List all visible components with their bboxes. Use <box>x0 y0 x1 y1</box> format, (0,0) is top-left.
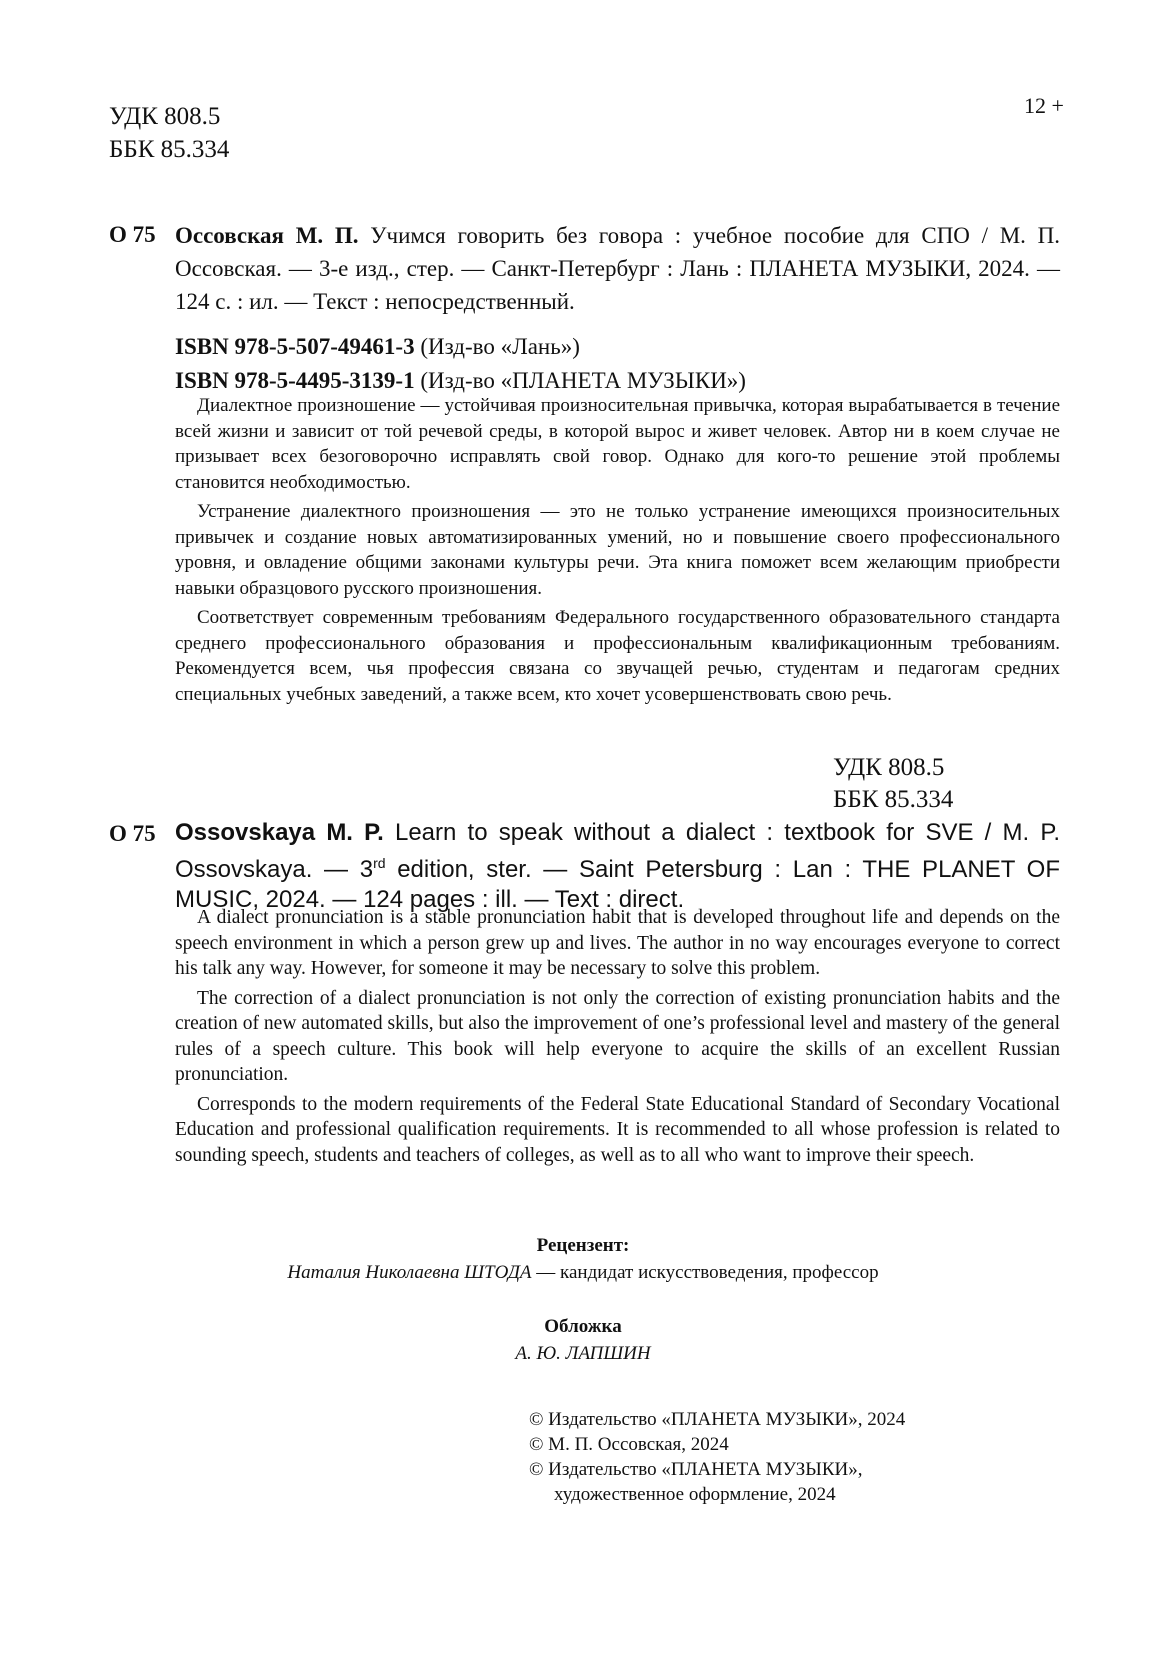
isbn-publisher-2: (Изд-во «ПЛАНЕТА МУЗЫКИ») <box>414 368 746 393</box>
udk-code: УДК 808.5 <box>109 103 221 130</box>
isbn-block <box>175 330 746 398</box>
abstract-ru <box>175 393 1060 711</box>
classification-codes-mid <box>833 752 953 816</box>
copyright-line: © М. П. Оссовская, 2024 <box>529 1434 729 1455</box>
abstract-paragraph: The correction of a dialect pronunciation is not only the correction of existing pronunciation habits and the creation of new automated skills, but also the improvement of one’s professional level and mastery of the general rules of a speech culture. This book will help everyone to acquire the skills of an excellent Russian pronunciation. <box>175 987 1060 1085</box>
copyright-line: © Издательство «ПЛАНЕТА МУЗЫКИ», <box>529 1459 863 1480</box>
age-rating: 12 + <box>1024 93 1064 118</box>
copyright-line: © Издательство «ПЛАНЕТА МУЗЫКИ», 2024 <box>529 1409 906 1430</box>
abstract-paragraph: Устранение диалектного произношения — это не только устранение имеющихся произносительных привычек и создание новых автоматизированных умений, но и повышение своего профессионального уровня, и овладение общими законами культуры речи. Эта книга поможет всем желающим приобрести навыки образцового русского произношения. <box>175 501 1060 599</box>
abstract-paragraph: Диалектное произношение — устойчивая произносительная привычка, которая вырабатывается в течение всей жизни и зависит от той речевой среды, в которой вырос и живет человек. Автор ни в коем случае не призывает всех безоговорочно исправлять свой говор. Однако для кого-то решение этой проблемы становится необходимостью. <box>175 395 1060 493</box>
isbn-line-1 <box>175 330 746 364</box>
udk-code: УДК 808.5 <box>833 754 945 781</box>
author-name-ru: Оссовская М. П. <box>175 223 359 248</box>
copyright-line: художественное оформление, 2024 <box>554 1484 836 1505</box>
bbk-code: ББК 85.334 <box>109 136 230 163</box>
bibliographic-record-en <box>175 818 1060 915</box>
abstract-paragraph: A dialect pronunciation is a stable pronunciation habit that is developed throughout life and depends on the speech environment in which a person grew up and lives. The author in no way encourages everyone to correct his talk any way. However, for someone it may be necessary to solve this problem. <box>175 907 1060 979</box>
abstract-paragraph: Соответствует современным требованиям Федерального государственного образовательного стандарта среднего профессионального образования и профессиональным квалификационным требованиям. Рекомендуется всем, чья профессия связана со звучащей речью, студентам и педагогам средних специальных учебных заведений, а также всем, кто хочет усовершенствовать свою речь. <box>175 607 1060 705</box>
bbk-code: ББК 85.334 <box>833 786 954 813</box>
bibliographic-record-ru <box>175 219 1060 318</box>
reviewer-name: Наталия Николаевна ШТОДА <box>287 1262 532 1283</box>
reviewer-description: — кандидат искусствоведения, профессор <box>531 1262 879 1283</box>
abstract-paragraph: Corresponds to the modern requirements of the Federal State Educational Standard of Secondary Vocational Education and professional qualification requirements. It is recommended to all whose profession is related to sounding speech, students and teachers of colleges, as well as to all who want to improve their speech. <box>175 1093 1060 1166</box>
author-sign-ru: О 75 <box>109 222 156 247</box>
classification-codes-top <box>109 100 229 166</box>
reviewer-line <box>233 1262 933 1284</box>
biblio-text-ru: Учимся говорить без говора : учебное пособие для СПО / М. П. Оссовская. — 3-е изд., стер. — Санкт-Петербург : Лань : ПЛАНЕТА МУЗЫКИ, 2024. — 124 с. : ил. — Текст : непосредственный. <box>175 223 1061 314</box>
isbn-publisher-1: (Изд-во «Лань») <box>414 334 580 359</box>
author-sign-en: О 75 <box>109 821 156 846</box>
isbn-number-1: ISBN 978-5-507-49461-3 <box>175 334 415 359</box>
author-name-en: Ossovskaya M. P. <box>175 819 384 846</box>
copyright-block <box>529 1407 905 1507</box>
abstract-en <box>175 905 1060 1172</box>
cover-heading: Обложка <box>544 1316 622 1337</box>
reviewer-heading: Рецензент: <box>536 1235 630 1256</box>
edition-superscript: rd <box>373 855 386 871</box>
biblio-text-en-cont: edition, ster. — Saint Petersburg : Lan : THE PLANET OF MUSIC, 2024. — 124 pages : ill. — Text : direct. <box>175 856 1060 913</box>
isbn-number-2: ISBN 978-5-4495-3139-1 <box>175 368 415 393</box>
cover-artist: А. Ю. ЛАПШИН <box>515 1343 651 1364</box>
biblio-text-en: Learn to speak without a dialect : textbook for SVE / M. P. Ossovskaya. — 3 <box>175 819 1060 883</box>
